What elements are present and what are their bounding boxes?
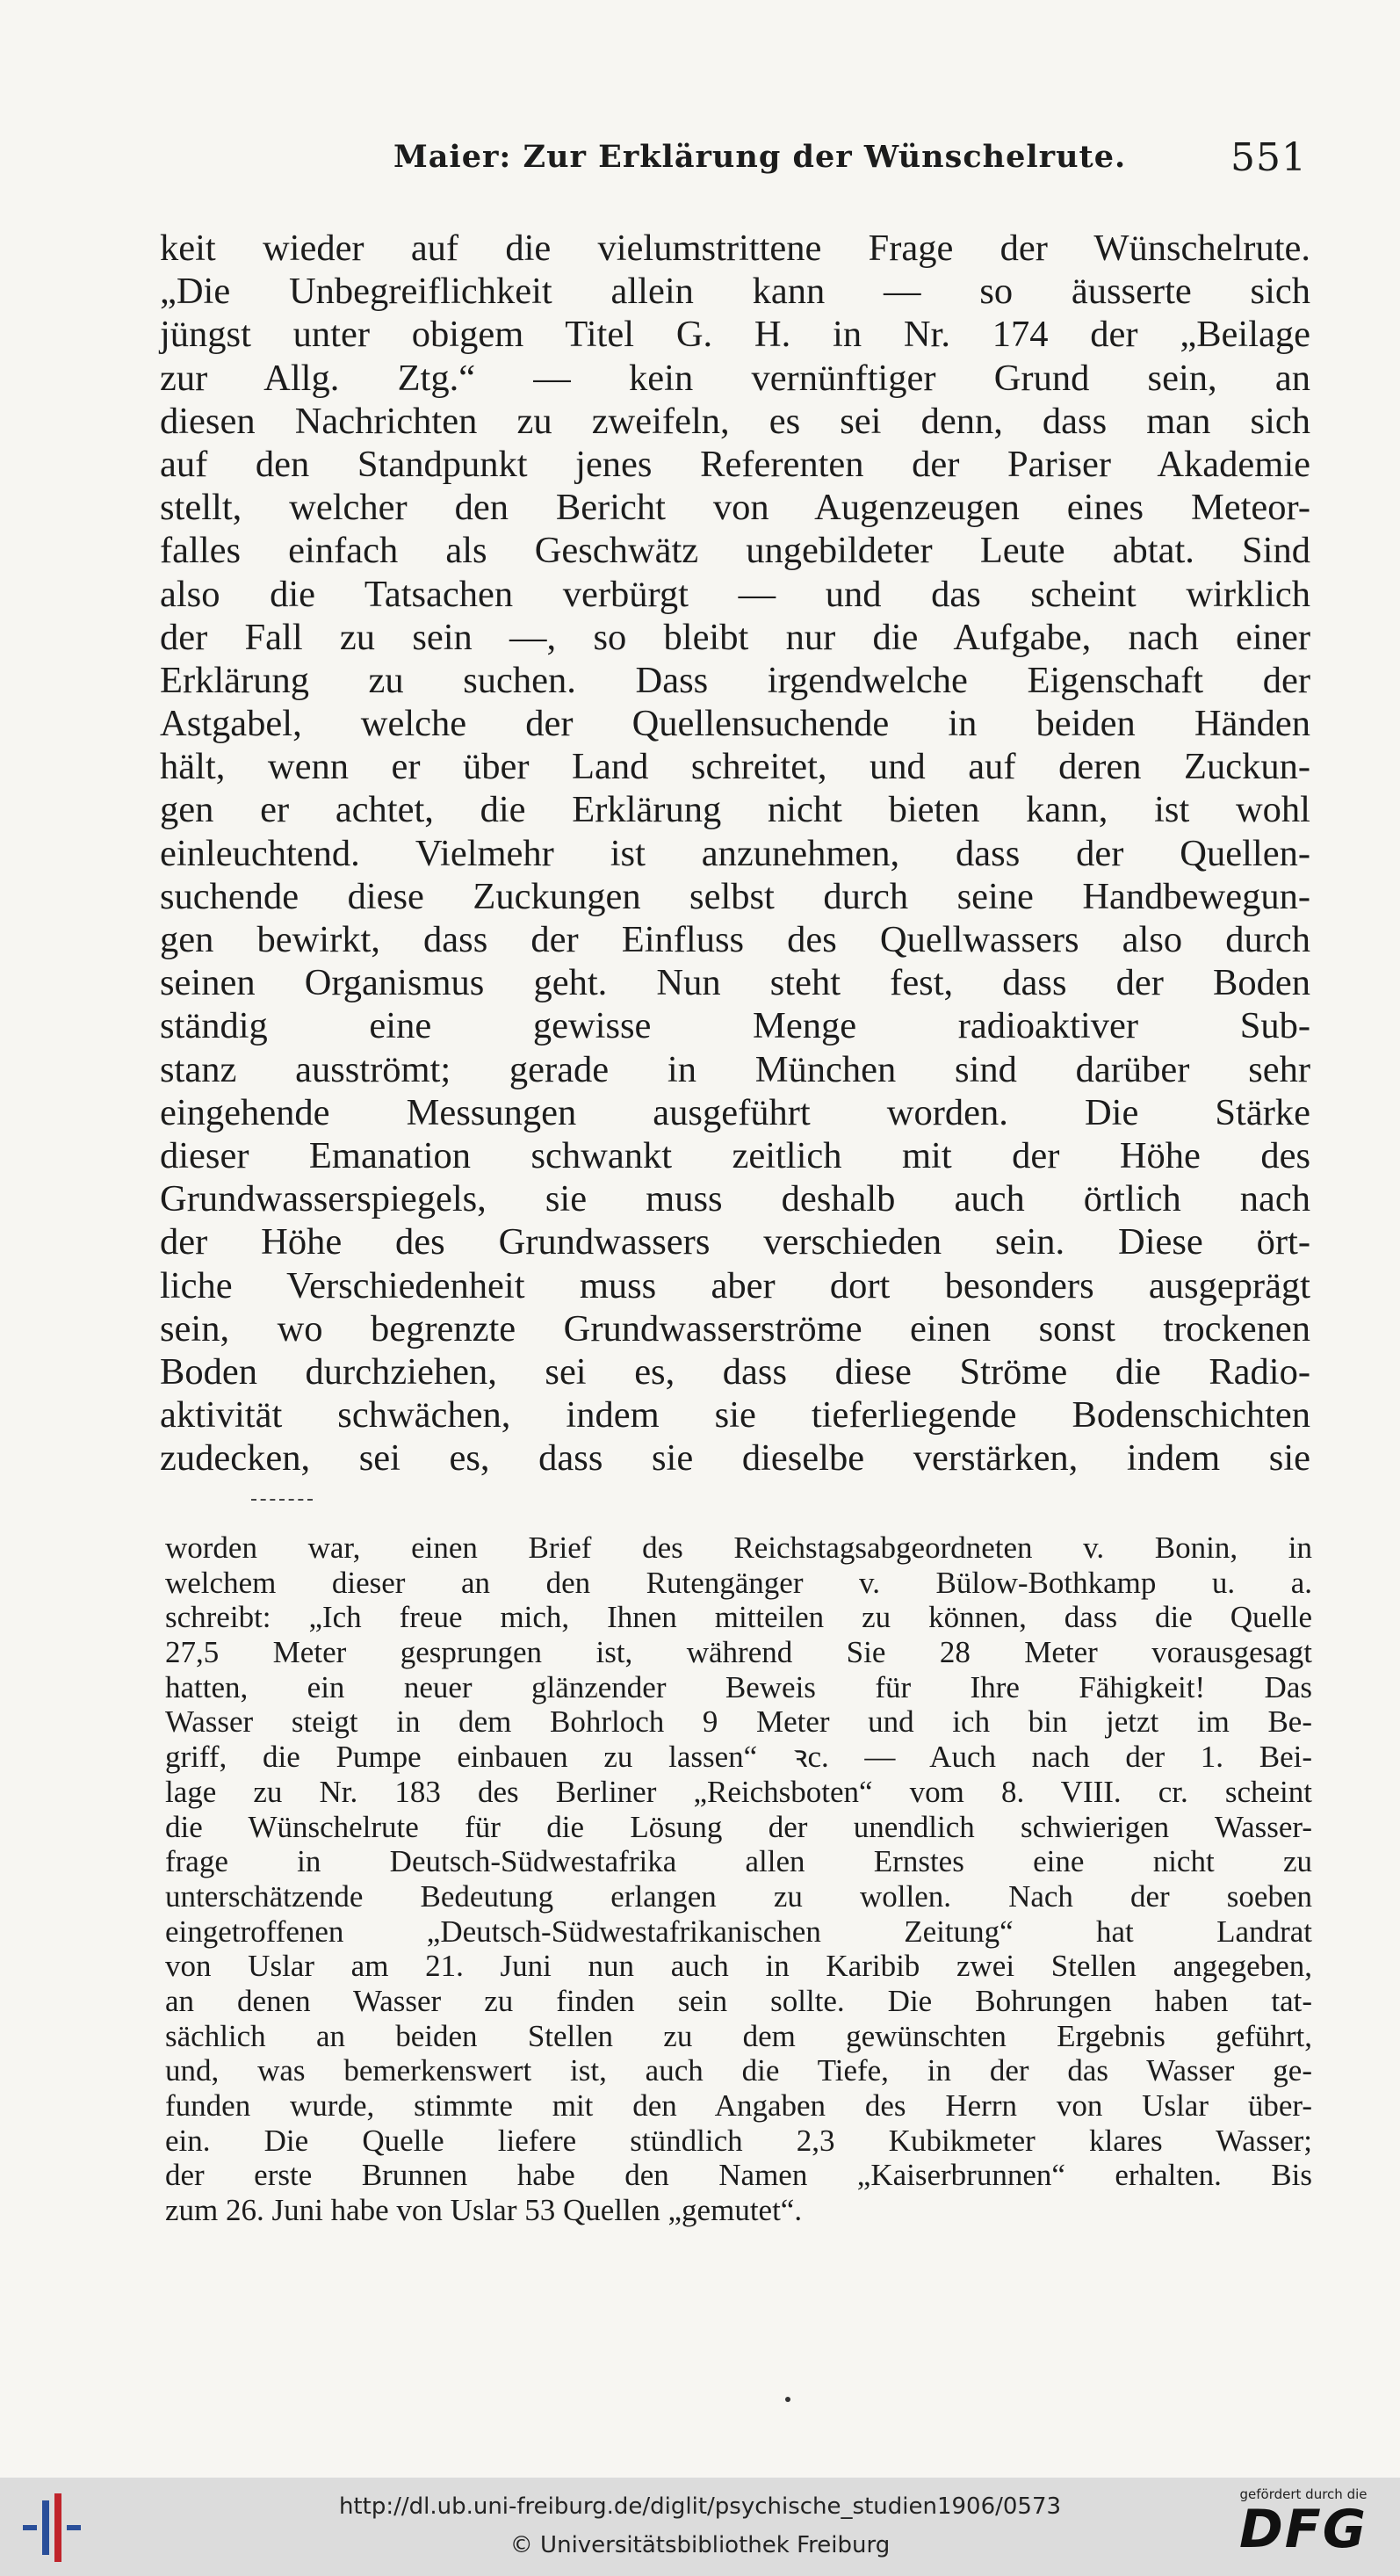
text-line: stellt, welcher den Bericht von Augenzeugen eines Meteor-	[160, 487, 1310, 529]
text-line: zudecken, sei es, dass sie dieselbe verstärken, indem sie	[160, 1437, 1310, 1480]
text-line: hält, wenn er über Land schreitet, und auf deren Zuckun-	[160, 746, 1310, 788]
footnote-line: eingetroffenen „Deutsch-Südwestafrikanischen Zeitung“ hat Landrat	[165, 1914, 1312, 1949]
running-title: Maier: Zur Erklärung der Wünschelrute.	[393, 139, 1127, 175]
footnote-line: zum 26. Juni habe von Uslar 53 Quellen „gemutet“.	[165, 2193, 803, 2228]
text-line: sein, wo begrenzte Grundwasserströme einen sonst trockenen	[160, 1307, 1310, 1350]
footnote-line: funden wurde, stimmte mit den Angaben des Herrn von Uslar über-	[165, 2088, 1312, 2123]
text-line: „Die Unbegreiflichkeit allein kann — so äusserte sich	[160, 271, 1310, 313]
footnote-line: und, was bemerkenswert ist, auch die Tiefe, in der das Wasser ge-	[165, 2053, 1312, 2088]
footnote-line: ein. Die Quelle liefere stündlich 2,3 Kubikmeter klares Wasser;	[165, 2123, 1312, 2158]
footnote-line: hatten, ein neuer glänzender Beweis für Ihre Fähigkeit! Das	[165, 1669, 1312, 1704]
footnote-line: frage in Deutsch-Südwestafrika allen Ernstes eine nicht zu	[165, 1844, 1312, 1879]
text-line: dieser Emanation schwankt zeitlich mit der Höhe des	[160, 1134, 1310, 1176]
footnote-line: die Wünschelrute für die Lösung der unendlich schwierigen Wasser-	[165, 1809, 1312, 1844]
text-line: gen er achtet, die Erklärung nicht bieten kann, ist wohl	[160, 789, 1310, 831]
text-line: Erklärung zu suchen. Dass irgendwelche Eigenschaft der	[160, 659, 1310, 701]
text-line: liche Verschiedenheit muss aber dort besonders ausgeprägt	[160, 1264, 1310, 1306]
text-line: auf den Standpunkt jenes Referenten der Pariser Akademie	[160, 443, 1310, 485]
footnote-line: an denen Wasser zu finden sein sollte. Die Bohrungen haben tat-	[165, 1983, 1312, 2018]
footnote-line: von Uslar am 21. Juni nun auch in Karibib zwei Stellen angegeben,	[165, 1949, 1312, 1984]
dfg-logo-icon: DFG	[1238, 2499, 1368, 2560]
footnote-line: unterschätzende Bedeutung erlangen zu wollen. Nach der soeben	[165, 1878, 1312, 1914]
text-line: ständig eine gewisse Menge radioaktiver Sub-	[160, 1005, 1310, 1047]
text-line: gen bewirkt, dass der Einfluss des Quellwassers also durch	[160, 919, 1310, 960]
footnote-line: lage zu Nr. 183 des Berliner „Reichsboten“ vom 8. VIII. cr. scheint	[165, 1774, 1312, 1809]
footnote-line: Wasser steigt in dem Bohrloch 9 Meter und ich bin jetzt im Be-	[165, 1704, 1312, 1740]
text-line: falles einfach als Geschwätz ungebildeter Leute abtat. Sind	[160, 530, 1310, 572]
main-text	[160, 227, 1310, 1480]
footer-copyright: © Universitätsbibliothek Freiburg	[509, 2532, 891, 2558]
text-line: der Fall zu sein —, so bleibt nur die Aufgabe, nach einer	[160, 616, 1310, 658]
text-line: einleuchtend. Vielmehr ist anzunehmen, dass der Quellen-	[160, 832, 1310, 874]
footnote-line: griff, die Pumpe einbauen zu lassen“ ꝛc. — Auch nach der 1. Bei-	[165, 1740, 1312, 1775]
text-line: der Höhe des Grundwassers verschieden sein. Diese ört-	[160, 1221, 1310, 1263]
text-line: also die Tatsachen verbürgt — und das scheint wirklich	[160, 573, 1310, 615]
text-line: suchende diese Zuckungen selbst durch seine Handbewegun-	[160, 875, 1310, 917]
text-line: diesen Nachrichten zu zweifeln, es sei denn, dass man sich	[160, 400, 1310, 442]
running-head	[393, 135, 1307, 192]
text-line: Boden durchziehen, sei es, dass diese Ströme die Radio-	[160, 1350, 1310, 1393]
text-line: jüngst unter obigem Titel G. H. in Nr. 174 der „Beilage	[160, 314, 1310, 356]
footnote	[165, 1530, 1312, 2228]
sponsor-logo	[1224, 2486, 1382, 2560]
footnote-line: 27,5 Meter gesprungen ist, während Sie 28 Meter vorausgesagt	[165, 1635, 1312, 1670]
text-line: seinen Organismus geht. Nun steht fest, dass der Boden	[160, 962, 1310, 1004]
text-line: aktivität schwächen, indem sie tieferliegende Bodenschichten	[160, 1394, 1310, 1436]
footnote-line: der erste Brunnen habe den Namen „Kaiserbrunnen“ erhalten. Bis	[165, 2158, 1312, 2193]
text-line: keit wieder auf die vielumstrittene Frage der Wünschelrute.	[160, 228, 1310, 269]
footer-url[interactable]: http://dl.ub.uni-freiburg.de/diglit/psychische_studien1906/0573	[338, 2493, 1062, 2520]
footnote-line: worden war, einen Brief des Reichstagsabgeordneten v. Bonin, in	[165, 1530, 1312, 1565]
text-line: eingehende Messungen ausgeführt worden. Die Stärke	[160, 1091, 1310, 1133]
footnote-line: schreibt: „Ich freue mich, Ihnen mitteilen zu können, dass die Quelle	[165, 1600, 1312, 1635]
text-line: Grundwasserspiegels, sie muss deshalb auch örtlich nach	[160, 1178, 1310, 1220]
sponsor-caption: gefördert durch die	[1239, 2486, 1368, 2502]
footnote-separator	[251, 1499, 313, 1501]
text-line: stanz ausströmt; gerade in München sind darüber sehr	[160, 1048, 1310, 1090]
footnote-line: welchem dieser an den Rutengänger v. Bülow-Bothkamp u. a.	[165, 1565, 1312, 1600]
text-line: zur Allg. Ztg.“ — kein vernünftiger Grund sein, an	[160, 357, 1310, 399]
footer-bar	[0, 2478, 1400, 2576]
text-line: Astgabel, welche der Quellensuchende in beiden Händen	[160, 703, 1310, 745]
page-number: 551	[1230, 135, 1307, 180]
page-mark	[785, 2397, 790, 2402]
footnote-line: sächlich an beiden Stellen zu dem gewünschten Ergebnis geführt,	[165, 2018, 1312, 2053]
